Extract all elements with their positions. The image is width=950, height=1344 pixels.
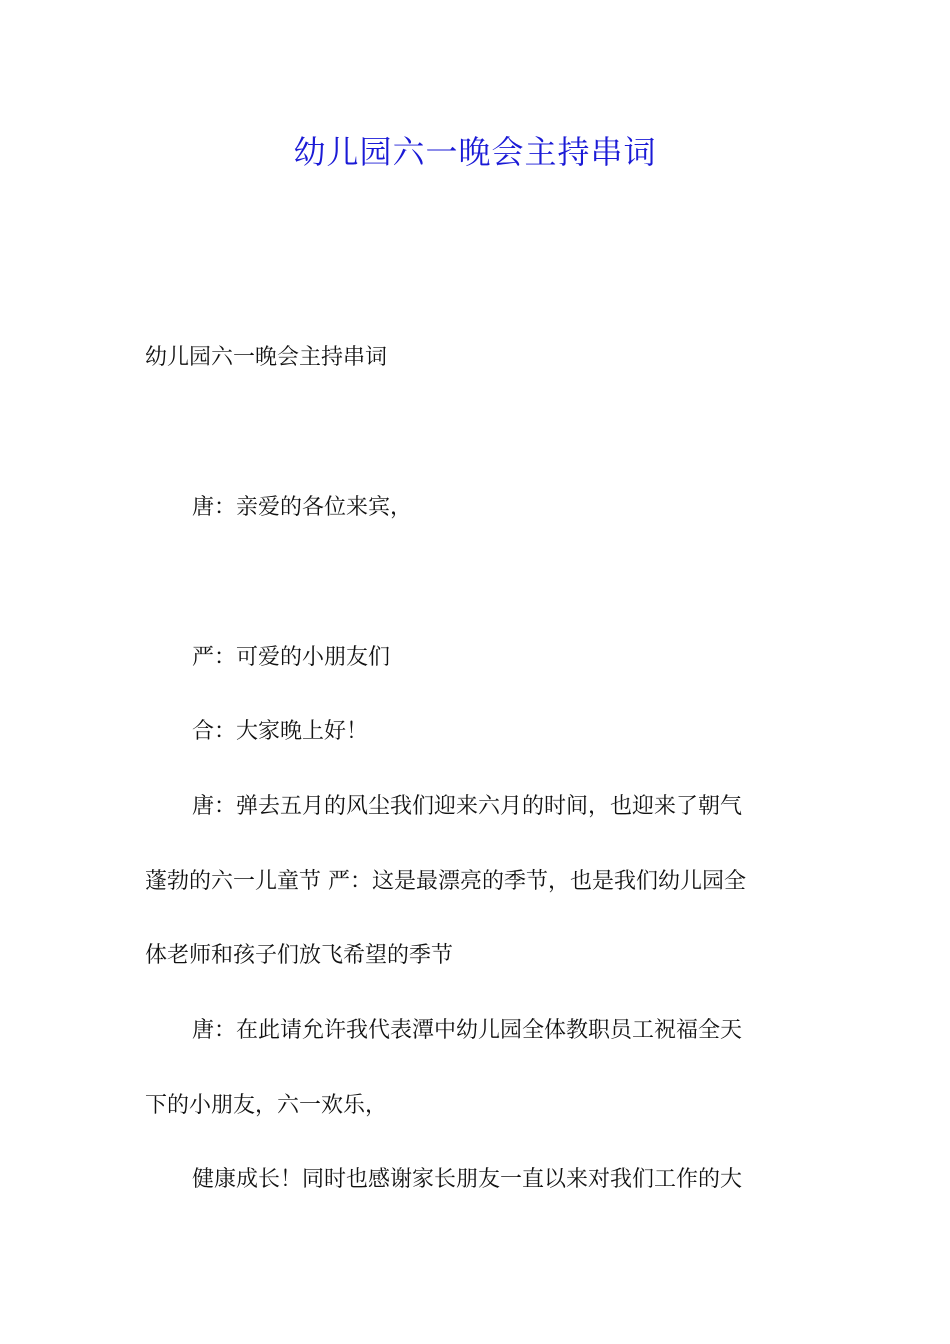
text-line: 合：大家晚上好！ bbox=[192, 719, 369, 744]
text-line: 下的小朋友，六一欢乐， bbox=[145, 1093, 388, 1118]
text-line: 蓬勃的六一儿童节 严：这是最漂亮的季节，也是我们幼儿园全 bbox=[145, 869, 746, 894]
text-line: 严：可爱的小朋友们 bbox=[192, 645, 391, 670]
text-line: 体老师和孩子们放飞希望的季节 bbox=[145, 943, 454, 968]
text-line: 健康成长！同时也感谢家长朋友一直以来对我们工作的大 bbox=[192, 1167, 743, 1192]
text-line: 唐：亲爱的各位来宾， bbox=[192, 495, 413, 520]
text-line: 唐：弹去五月的风尘我们迎来六月的时间，也迎来了朝气 bbox=[192, 794, 743, 819]
text-line: 唐：在此请允许我代表潭中幼儿园全体教职员工祝福全天 bbox=[192, 1018, 743, 1043]
document-subtitle: 幼儿园六一晚会主持串词 bbox=[145, 345, 388, 370]
document-title: 幼儿园六一晚会主持串词 bbox=[293, 133, 657, 171]
